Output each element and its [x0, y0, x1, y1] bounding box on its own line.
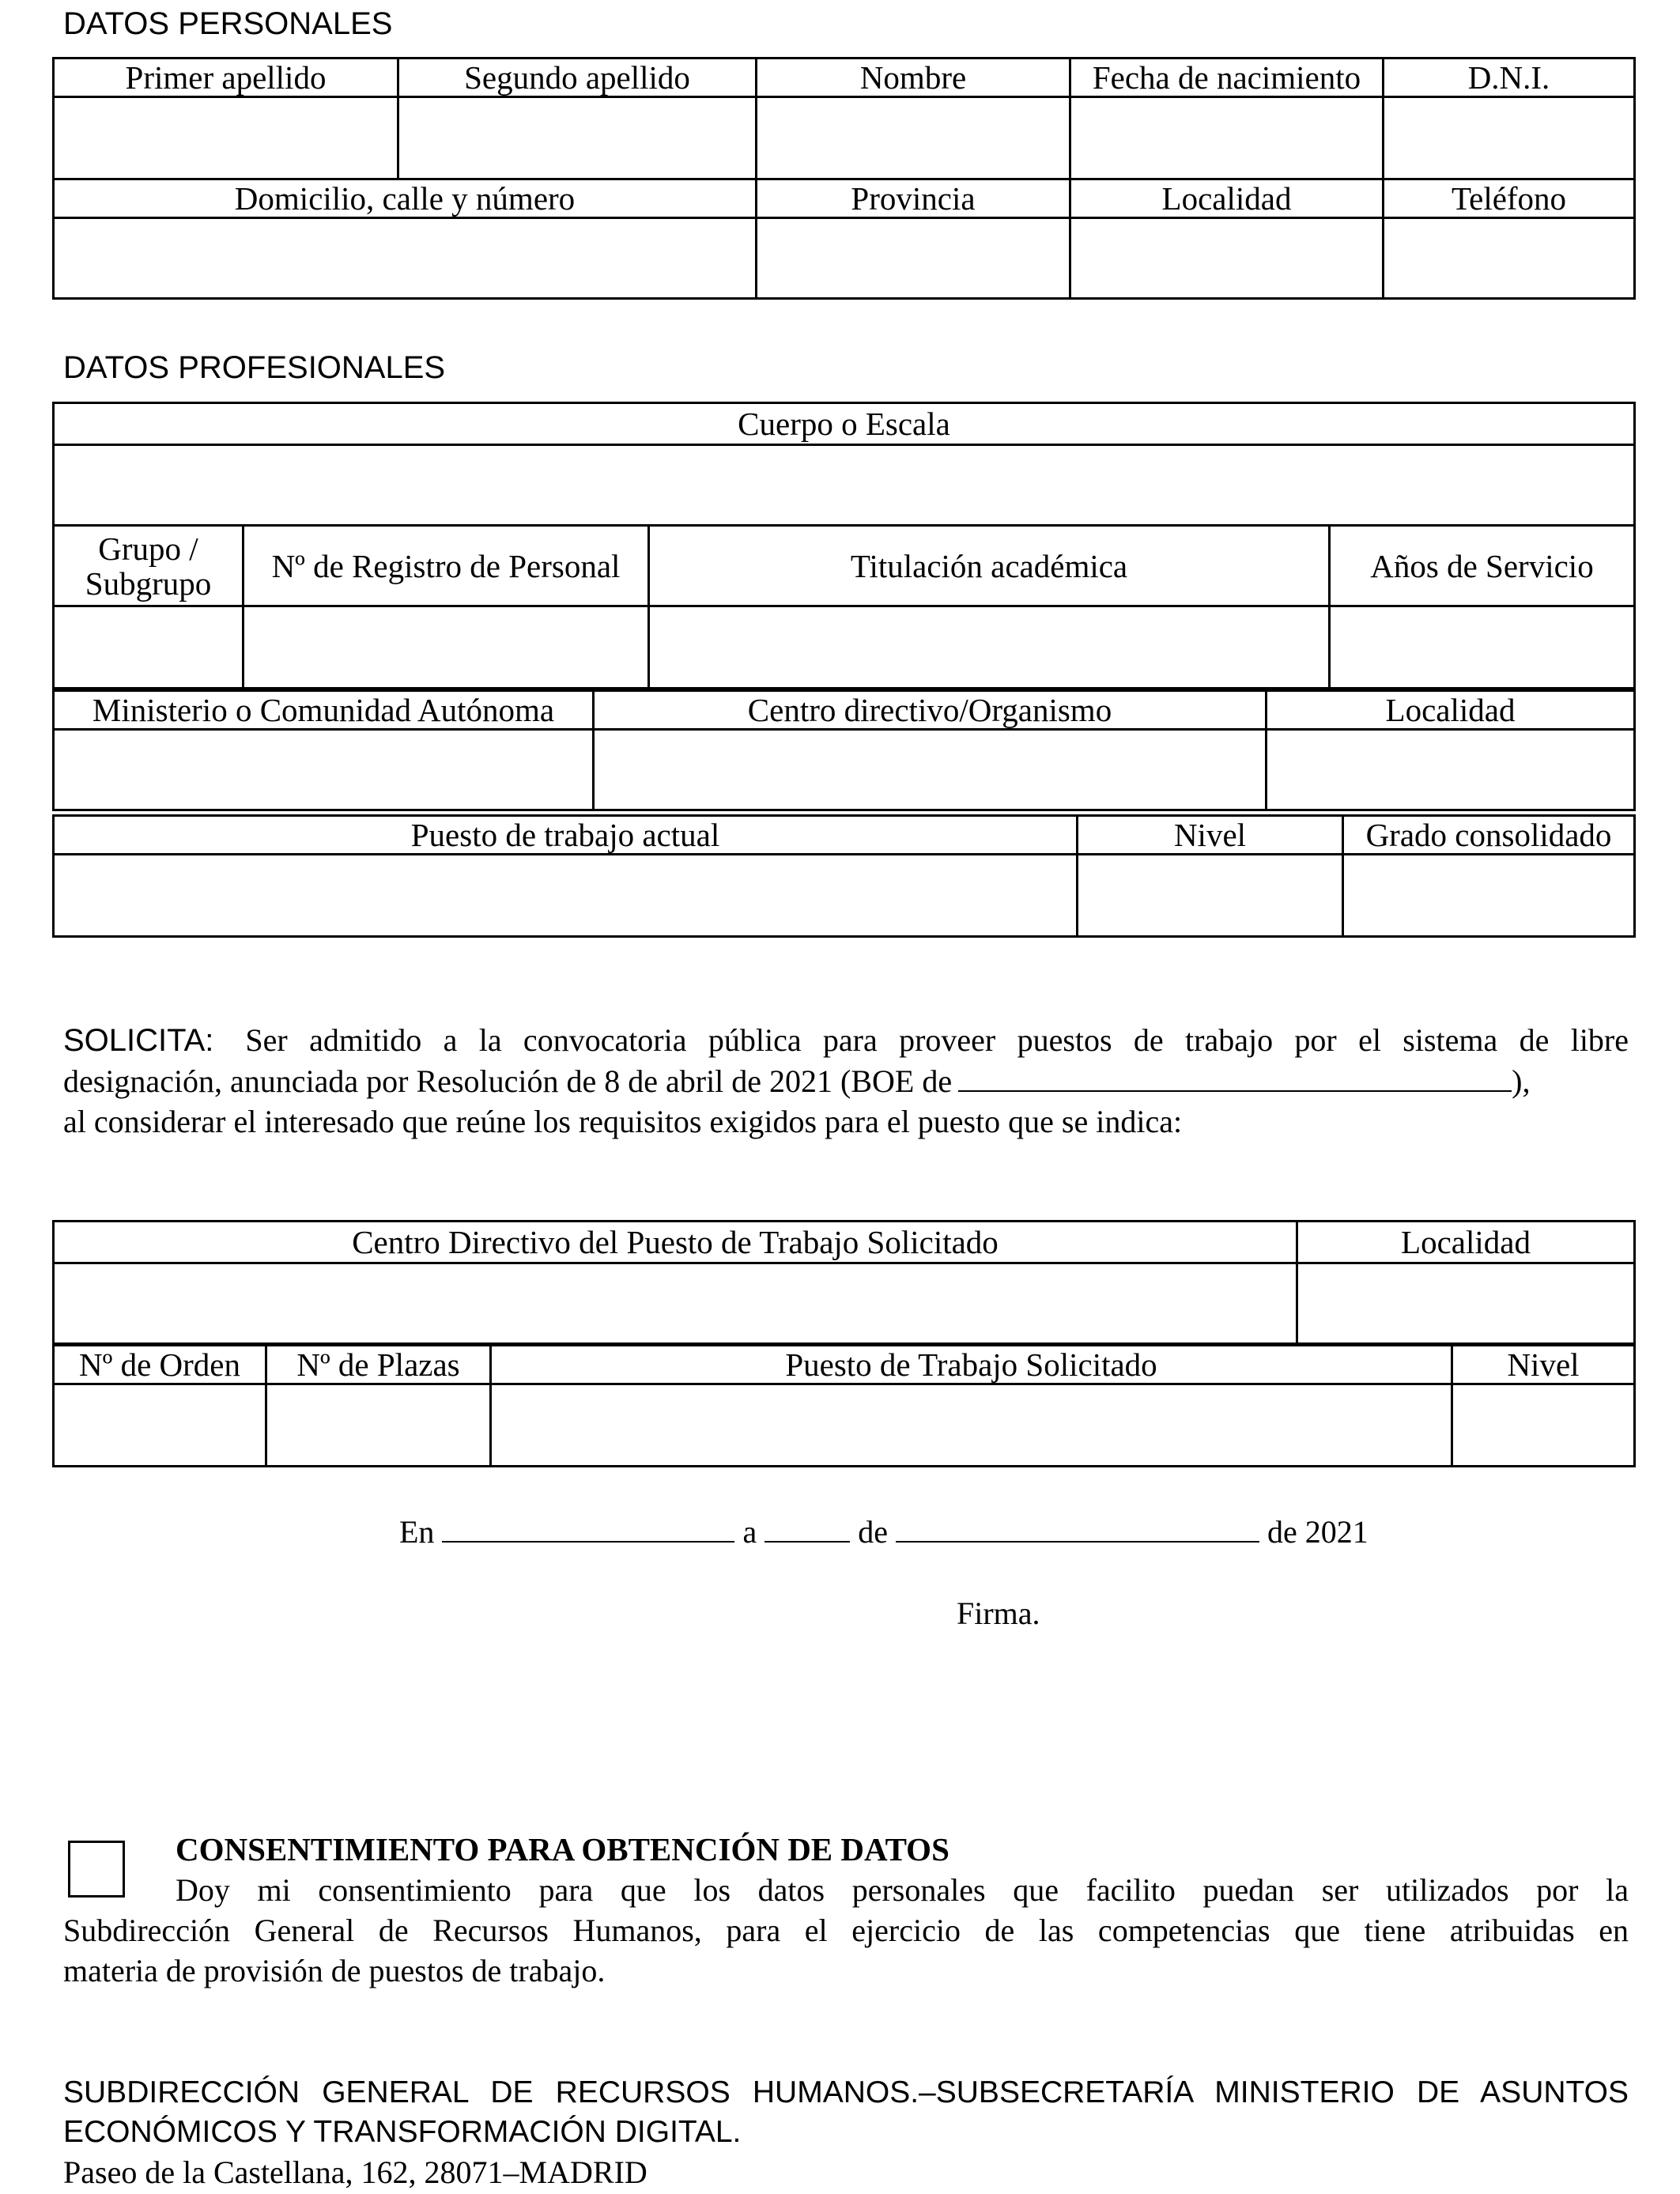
centro-solicitado-field[interactable] — [54, 1263, 1297, 1344]
consent-line-3: materia de provisión de puestos de trabajo. — [63, 1953, 606, 1988]
professional-data-table-2 — [52, 689, 1636, 811]
puesto-actual-header: Puesto de trabajo actual — [54, 816, 1078, 855]
localidad-solicitada-header: Localidad — [1297, 1222, 1635, 1263]
nivel-header: Nivel — [1078, 816, 1343, 855]
professional-data-table-3 — [52, 814, 1636, 938]
puesto-actual-field[interactable] — [54, 855, 1078, 937]
solicita-label: SOLICITA: — [63, 1023, 214, 1058]
requested-position-table-2 — [52, 1344, 1636, 1467]
place-field[interactable] — [442, 1512, 734, 1543]
consent-title: CONSENTIMIENTO PARA OBTENCIÓN DE DATOS — [176, 1831, 949, 1867]
localidad-field[interactable] — [1070, 218, 1384, 299]
personal-data-heading: DATOS PERSONALES — [63, 6, 393, 41]
solicita-text-1: Ser admitido a la convocatoria pública para proveer puestos de trabajo por el sistema de libre — [245, 1022, 1629, 1058]
year-label: de 2021 — [1267, 1514, 1369, 1550]
footer-line-3: Paseo de la Castellana, 162, 28071–MADRID — [63, 2154, 647, 2190]
titulacion-field[interactable] — [649, 606, 1330, 689]
puesto-solicitado-header: Puesto de Trabajo Solicitado — [491, 1346, 1452, 1384]
nivel-field[interactable] — [1078, 855, 1343, 937]
requested-position-table — [52, 1220, 1636, 1345]
dni-field[interactable] — [1384, 97, 1635, 179]
grupo-label: Grupo / — [98, 530, 198, 567]
en-label: En — [399, 1514, 435, 1550]
nombre-header: Nombre — [757, 59, 1070, 97]
grupo-subgrupo-field[interactable] — [54, 606, 244, 689]
day-field[interactable] — [764, 1512, 850, 1543]
dni-header: D.N.I. — [1384, 59, 1635, 97]
titulacion-header: Titulación académica — [649, 526, 1330, 606]
footer-address — [63, 2073, 1629, 2152]
solicita-paragraph — [63, 1020, 1629, 1142]
plazas-field[interactable] — [266, 1384, 491, 1467]
localidad-prof-header: Localidad — [1267, 691, 1635, 730]
centro-directivo-header: Centro directivo/Organismo — [594, 691, 1267, 730]
signature-date-line — [399, 1512, 1369, 1552]
telefono-header: Teléfono — [1384, 179, 1635, 218]
centro-directivo-field[interactable] — [594, 730, 1267, 810]
puesto-solicitado-field[interactable] — [491, 1384, 1452, 1467]
month-field[interactable] — [896, 1512, 1259, 1543]
plazas-header: Nº de Plazas — [266, 1346, 491, 1384]
anos-servicio-field[interactable] — [1330, 606, 1635, 689]
registro-personal-field[interactable] — [244, 606, 649, 689]
nombre-field[interactable] — [757, 97, 1070, 179]
primer-apellido-field[interactable] — [54, 97, 398, 179]
grado-consolidado-field[interactable] — [1343, 855, 1635, 937]
solicita-text-2: designación, anunciada por Resolución de 8 de abril de 2021 (BOE de — [63, 1063, 953, 1099]
solicita-line-2 — [63, 1061, 1629, 1101]
subgrupo-label: Subgrupo — [85, 565, 212, 602]
professional-data-table — [52, 402, 1636, 689]
provincia-header: Provincia — [757, 179, 1070, 218]
ministerio-header: Ministerio o Comunidad Autónoma — [54, 691, 594, 730]
localidad-prof-field[interactable] — [1267, 730, 1635, 810]
provincia-field[interactable] — [757, 218, 1070, 299]
personal-data-table — [52, 57, 1636, 300]
localidad-solicitada-field[interactable] — [1297, 1263, 1635, 1344]
nivel-solicitado-header: Nivel — [1452, 1346, 1635, 1384]
grupo-subgrupo-header — [54, 526, 244, 606]
firma-label: Firma. — [957, 1595, 1040, 1631]
professional-data-heading: DATOS PROFESIONALES — [63, 350, 446, 385]
grado-consolidado-header: Grado consolidado — [1343, 816, 1635, 855]
a-label: a — [742, 1514, 757, 1550]
primer-apellido-header: Primer apellido — [54, 59, 398, 97]
consent-paragraph — [63, 1870, 1629, 1991]
domicilio-field[interactable] — [54, 218, 757, 299]
registro-personal-header: Nº de Registro de Personal — [244, 526, 649, 606]
orden-header: Nº de Orden — [54, 1346, 266, 1384]
domicilio-header: Domicilio, calle y número — [54, 179, 757, 218]
orden-field[interactable] — [54, 1384, 266, 1467]
cuerpo-escala-header: Cuerpo o Escala — [54, 403, 1635, 445]
centro-solicitado-header: Centro Directivo del Puesto de Trabajo Solicitado — [54, 1222, 1297, 1263]
localidad-header: Localidad — [1070, 179, 1384, 218]
fecha-nacimiento-header: Fecha de nacimiento — [1070, 59, 1384, 97]
cuerpo-escala-field[interactable] — [54, 445, 1635, 526]
footer-line-2: ECONÓMICOS Y TRANSFORMACIÓN DIGITAL. — [63, 2115, 742, 2149]
consent-line-2: Subdirección General de Recursos Humanos, para el ejercicio de las competencias que tiene atribuidas en — [63, 1913, 1629, 1948]
anos-servicio-header: Años de Servicio — [1330, 526, 1635, 606]
solicita-text-2-end: ), — [1512, 1063, 1531, 1099]
boe-date-field[interactable] — [958, 1062, 1512, 1092]
de-label: de — [858, 1514, 888, 1550]
segundo-apellido-field[interactable] — [398, 97, 757, 179]
ministerio-field[interactable] — [54, 730, 594, 810]
solicita-line-3: al considerar el interesado que reúne los requisitos exigidos para el puesto que se indica: — [63, 1104, 1183, 1139]
footer-line-1: SUBDIRECCIÓN GENERAL DE RECURSOS HUMANOS.–SUBSECRETARÍA MINISTERIO DE ASUNTOS — [63, 2075, 1629, 2109]
segundo-apellido-header: Segundo apellido — [398, 59, 757, 97]
fecha-nacimiento-field[interactable] — [1070, 97, 1384, 179]
solicita-line-1 — [63, 1020, 1629, 1061]
telefono-field[interactable] — [1384, 218, 1635, 299]
nivel-solicitado-field[interactable] — [1452, 1384, 1635, 1467]
consent-line-1: Doy mi consentimiento para que los datos personales que facilito puedan ser utilizados por la — [176, 1872, 1629, 1908]
